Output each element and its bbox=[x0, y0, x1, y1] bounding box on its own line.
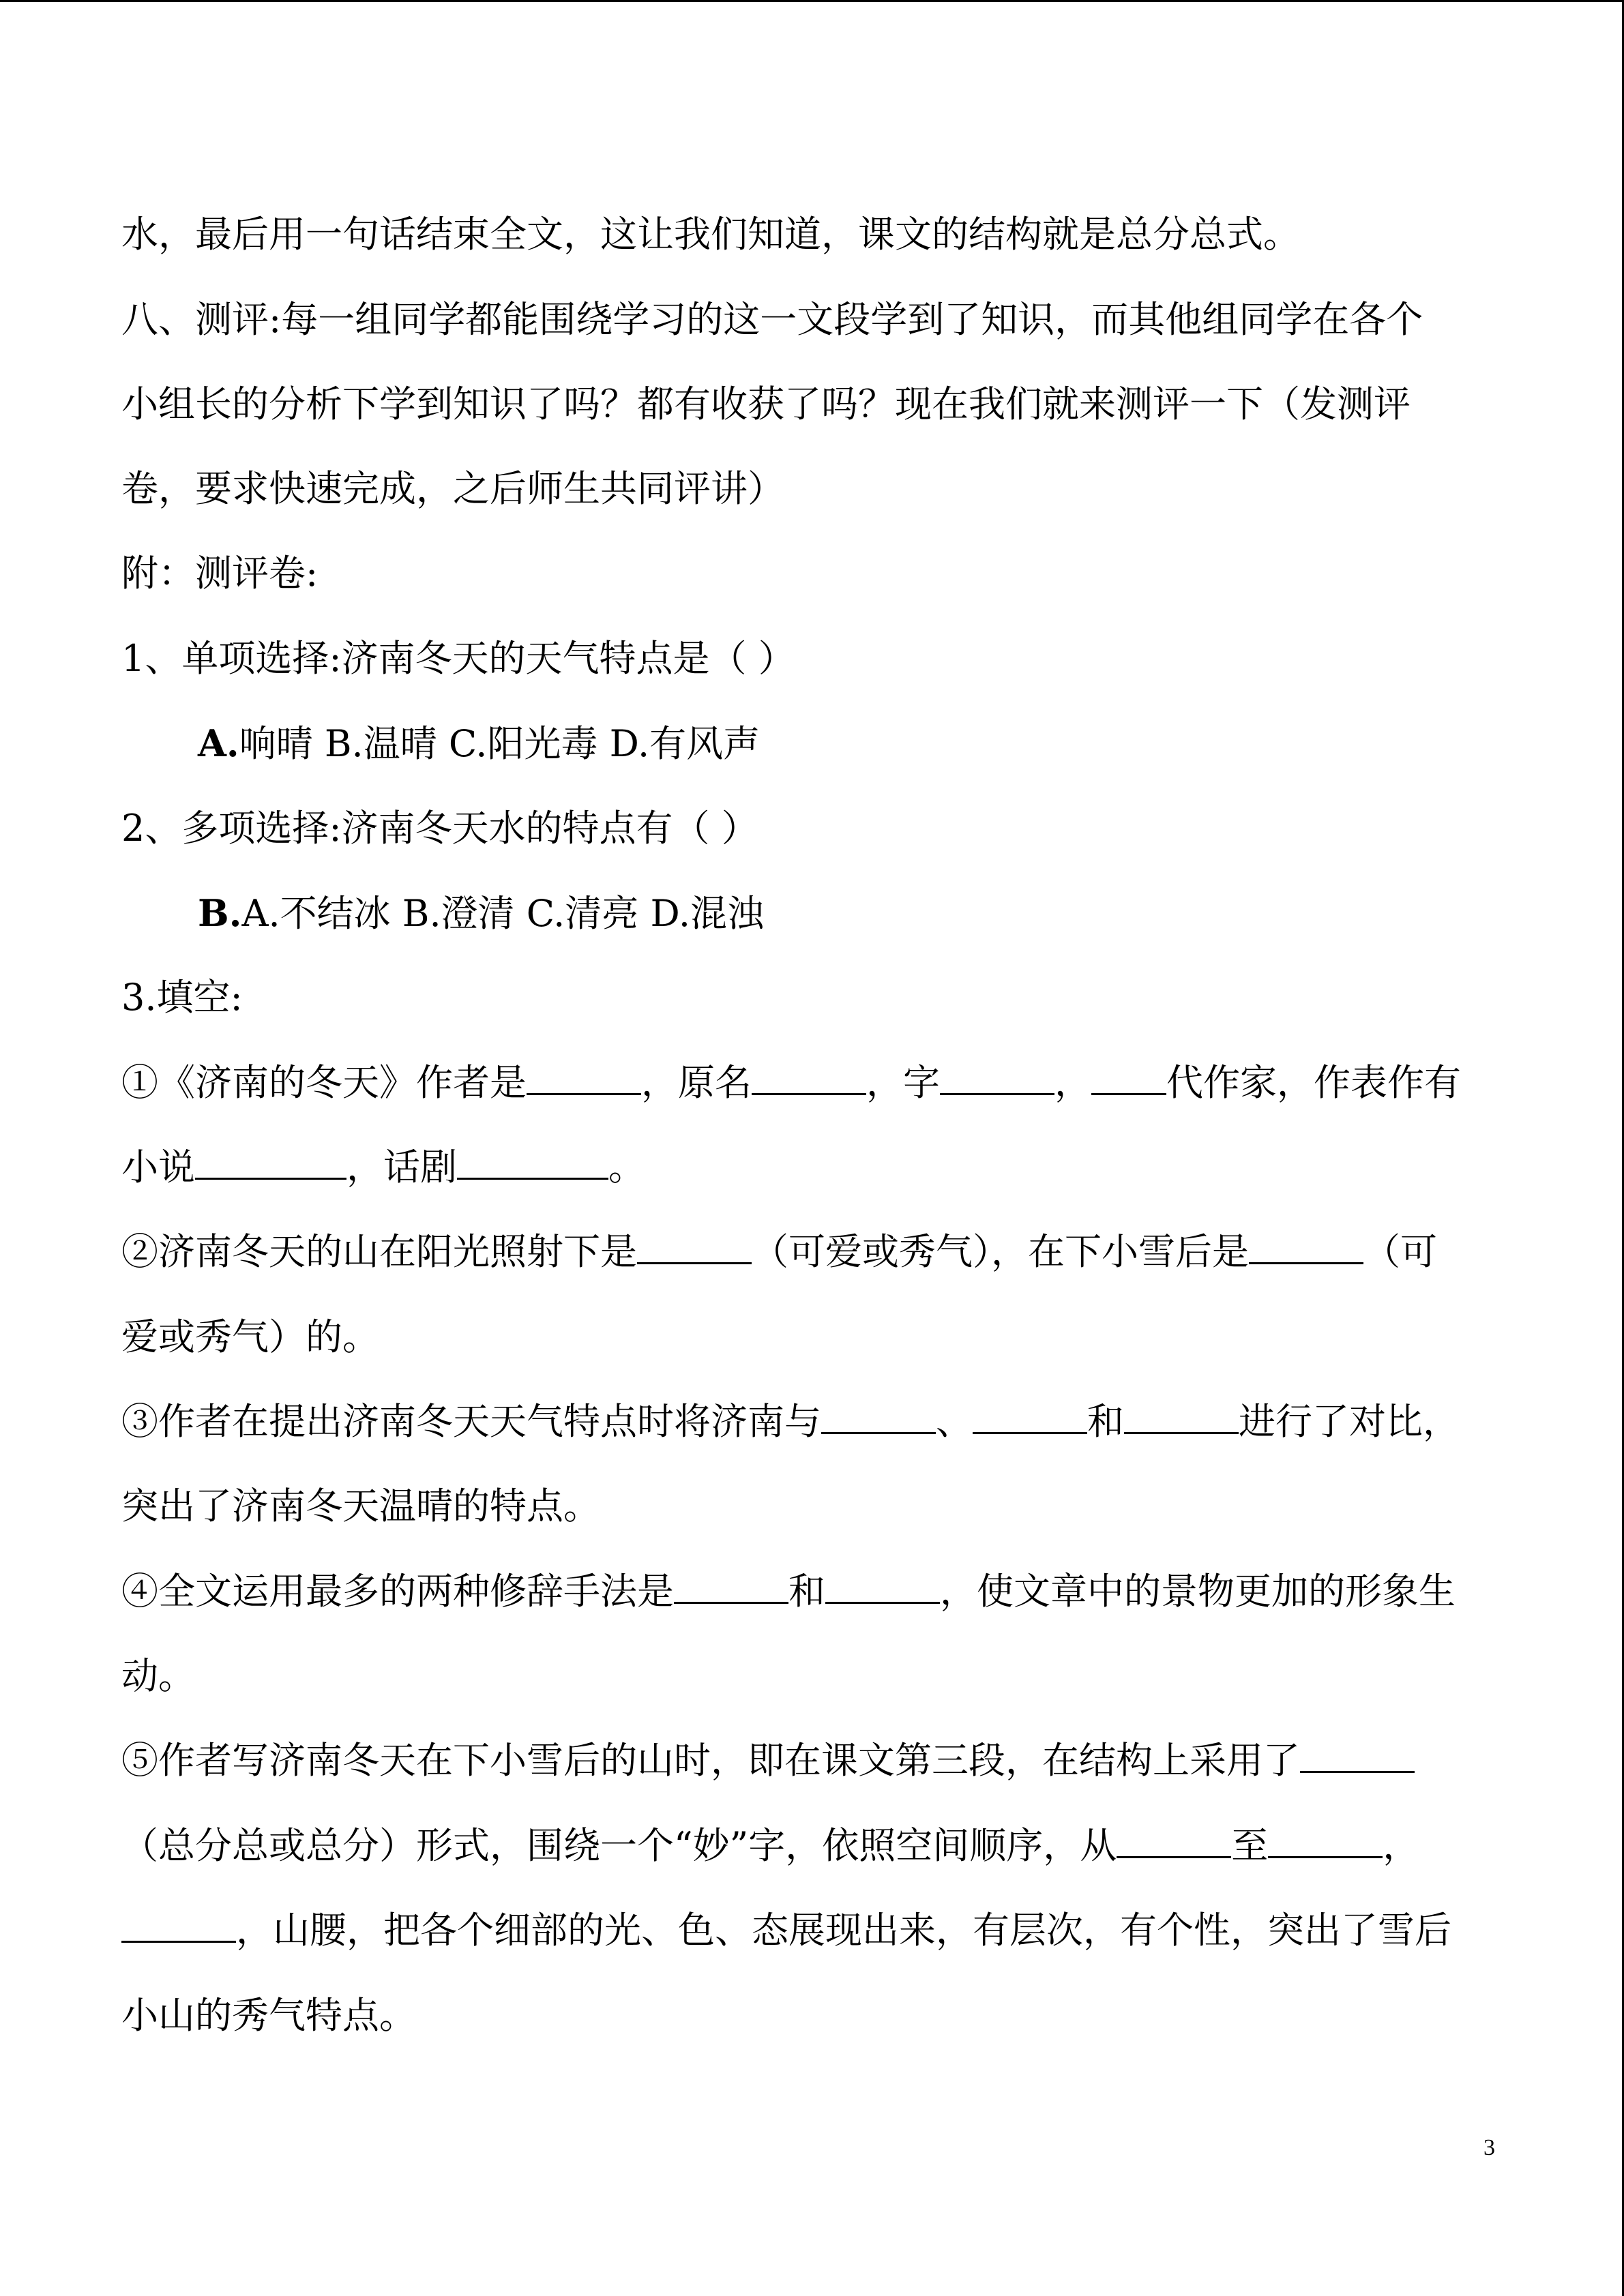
fill-3-blank-2[interactable] bbox=[973, 1398, 1087, 1434]
fill-4-text-c: ，使文章中的景物更加的形象生 bbox=[940, 1570, 1456, 1613]
fill-3-blank-1[interactable] bbox=[821, 1398, 936, 1434]
fill-5-blank-from[interactable] bbox=[1117, 1822, 1231, 1858]
fill-3-text-c: 和 bbox=[1087, 1400, 1124, 1443]
fill-5-blank-to[interactable] bbox=[1268, 1822, 1383, 1858]
intro-line-4: 卷，要求快速完成，之后师生共同评讲） bbox=[121, 467, 784, 510]
fill-5-text-b: （总分总或总分）形式，围绕一个“妙”字，依照空间顺序，从 bbox=[121, 1824, 1117, 1867]
fill-4-blank-1[interactable] bbox=[674, 1568, 788, 1604]
page-number: 3 bbox=[1483, 2135, 1495, 2160]
fill-5-text-d: ， bbox=[1383, 1824, 1420, 1867]
fill-1-text-c: ，字 bbox=[866, 1061, 940, 1104]
fill-1-text-b: ，原名 bbox=[641, 1061, 752, 1104]
intro-line-3: 小组长的分析下学到知识了吗？都有收获了吗？现在我们就来测评一下（发测评 bbox=[121, 383, 1411, 426]
fill-1-blank-courtesy-name[interactable] bbox=[940, 1059, 1054, 1095]
fill-1-blank-era[interactable] bbox=[1091, 1059, 1166, 1095]
fill-item-1-line-1 bbox=[121, 1059, 1461, 1107]
fill-2-text-a: ②济南冬天的山在阳光照射下是 bbox=[121, 1230, 637, 1273]
fill-2-blank-1[interactable] bbox=[637, 1228, 752, 1264]
section-8-heading: 八、测评:每一组同学都能围绕学习的这一文段学到了知识，而其他组同学在各个 bbox=[121, 298, 1423, 341]
fill-1-blank-novel[interactable] bbox=[195, 1144, 346, 1180]
fill-item-3-line-2: 突出了济南冬天温晴的特点。 bbox=[121, 1485, 600, 1527]
fill-item-4-line-2: 动。 bbox=[121, 1654, 195, 1697]
fill-1-text-e: 代作家，作表作有 bbox=[1166, 1061, 1461, 1104]
fill-item-2-line-1 bbox=[121, 1228, 1437, 1276]
fill-1-text-h: 。 bbox=[608, 1146, 645, 1189]
intro-line-1: 水，最后用一句话结束全文，这让我们知道，课文的结构就是总分总式。 bbox=[121, 213, 1300, 256]
fill-item-1-line-2 bbox=[121, 1144, 645, 1191]
fill-5-blank-structure[interactable] bbox=[1300, 1737, 1415, 1773]
fill-item-2-line-2: 爱或秀气）的。 bbox=[121, 1315, 379, 1358]
question-1: 1、单项选择:济南冬天的天气特点是（ ） bbox=[121, 637, 795, 680]
question-2: 2、多项选择:济南冬天水的特点有（ ） bbox=[121, 807, 758, 850]
fill-1-blank-original-name[interactable] bbox=[752, 1059, 866, 1095]
fill-4-blank-2[interactable] bbox=[825, 1568, 940, 1604]
page-border-top bbox=[0, 0, 1624, 2]
fill-1-text-d: ， bbox=[1054, 1061, 1091, 1104]
fill-5-text-e: ，山腰，把各个细部的光、色、态展现出来，有层次，有个性，突出了雪后 bbox=[236, 1909, 1451, 1952]
fill-3-text-d: 进行了对比， bbox=[1239, 1400, 1460, 1443]
fill-item-5-line-4: 小山的秀气特点。 bbox=[121, 1994, 416, 2037]
fill-item-5-line-2 bbox=[121, 1822, 1419, 1870]
fill-item-3-line-1 bbox=[121, 1398, 1460, 1446]
question-2-options bbox=[198, 889, 764, 937]
appendix-label: 附：测评卷: bbox=[121, 552, 319, 595]
question-1-options bbox=[198, 719, 760, 767]
fill-1-blank-drama[interactable] bbox=[457, 1144, 608, 1180]
question-2-choices: A.不结冰 B.澄清 C.清亮 D.混浊 bbox=[241, 892, 765, 935]
fill-1-text-g: ，话剧 bbox=[346, 1146, 457, 1189]
fill-2-text-b: （可爱或秀气），在下小雪后是 bbox=[752, 1230, 1249, 1273]
fill-4-text-a: ④全文运用最多的两种修辞手法是 bbox=[121, 1570, 674, 1613]
fill-1-text-a: ①《济南的冬天》作者是 bbox=[121, 1061, 527, 1104]
fill-item-5-line-1 bbox=[121, 1737, 1415, 1785]
fill-3-text-b: 、 bbox=[936, 1400, 973, 1443]
fill-2-blank-2[interactable] bbox=[1249, 1228, 1363, 1264]
fill-5-text-c: 至 bbox=[1231, 1824, 1269, 1867]
fill-3-text-a: ③作者在提出济南冬天天气特点时将济南与 bbox=[121, 1400, 821, 1443]
question-2-answer: B. bbox=[198, 891, 242, 935]
fill-item-4-line-1 bbox=[121, 1568, 1456, 1615]
question-3-title: 3.填空: bbox=[121, 976, 243, 1019]
fill-5-text-a: ⑤作者写济南冬天在下小雪后的山时，即在课文第三段，在结构上采用了 bbox=[121, 1739, 1300, 1782]
fill-1-text-f: 小说 bbox=[121, 1146, 195, 1189]
fill-item-5-line-3 bbox=[121, 1907, 1451, 1954]
fill-2-text-c: （可 bbox=[1363, 1230, 1437, 1273]
fill-1-blank-author[interactable] bbox=[527, 1059, 641, 1095]
question-1-answer: A. bbox=[198, 721, 239, 765]
fill-4-text-b: 和 bbox=[788, 1570, 825, 1613]
question-1-choices: 响晴 B.温晴 C.阳光毒 D.有风声 bbox=[239, 722, 761, 765]
fill-3-blank-3[interactable] bbox=[1124, 1398, 1239, 1434]
fill-5-blank-part[interactable] bbox=[121, 1907, 236, 1943]
